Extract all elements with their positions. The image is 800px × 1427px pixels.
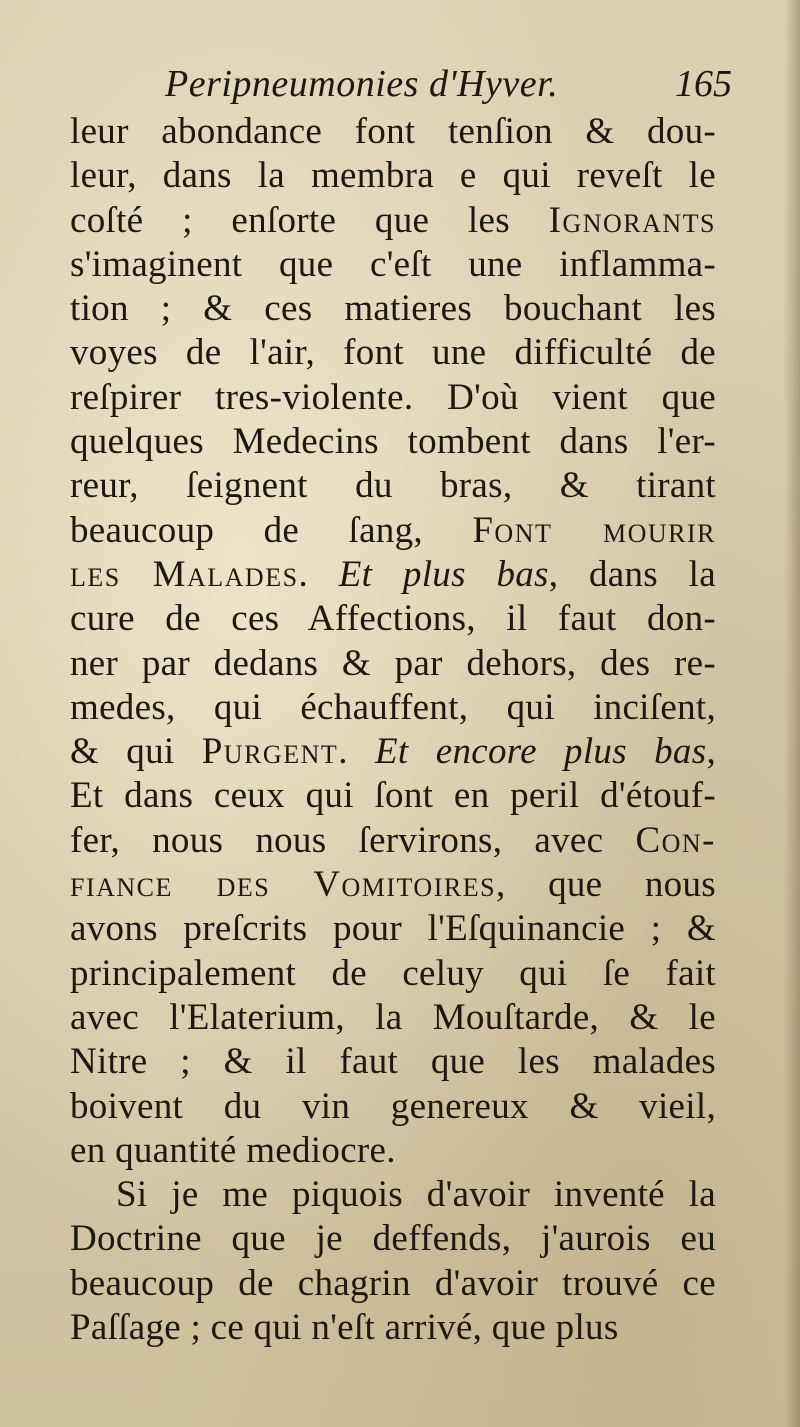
text-segment: . [298,553,339,595]
text-line [70,376,716,420]
text-line [70,952,716,996]
text-segment: avons preſcrits pour l'Eſquinancie ; & [70,908,716,950]
text-line [70,154,716,198]
text-line [70,730,716,774]
text-segment: ner par dedans & par dehors, des re- [70,642,716,684]
text-line [70,1085,716,1129]
text-line [70,287,716,331]
text-segment: Ignorants [548,199,716,241]
text-segment: les Malades [70,553,299,595]
text-segment: leur abondance font tenſion & dou- [70,111,716,152]
text-line [70,1217,716,1261]
text-segment: tion ; & ces matieres bouchant les [70,288,716,330]
text-line [70,686,716,730]
text-line [70,553,716,597]
page-edge-shadow [784,0,800,1427]
text-line [70,509,716,553]
text-line [70,907,716,951]
text-segment: , [706,731,716,773]
text-segment: Font mourir [472,509,716,551]
text-segment: voyes de l'air, font une difficulté de [70,332,716,374]
text-segment: fer, nous nous ſervirons, avec [70,819,636,861]
text-segment: boivent du vin genereux & vieil, [70,1085,716,1127]
text-segment: avec l'Elaterium, la Mouſtarde, & le [70,996,716,1038]
text-line [70,774,716,818]
text-segment: , que nous [496,864,716,906]
text-segment: beaucoup de chagrin d'avoir trouvé ce [70,1262,716,1304]
text-line [70,243,716,287]
text-segment: Et encore plus bas [375,731,707,773]
text-line [70,1040,716,1084]
text-segment: Paſſage ; ce qui n'eſt arrivé, que plus [70,1307,619,1349]
body-text [70,110,716,1350]
text-line [70,597,716,641]
text-segment: coſté ; enſorte que les [70,199,549,241]
text-segment: Et dans ceux qui ſont en peril d'étouf- [70,775,716,817]
text-segment: beaucoup de ſang, [70,509,473,551]
text-line [70,819,716,863]
text-segment: cure de ces Affections, il faut don- [70,598,716,640]
text-segment: quelques Medecins tombent dans l'er- [70,421,716,463]
text-line [70,331,716,375]
text-line [70,996,716,1040]
text-segment: & qui [70,731,202,773]
text-line [70,642,716,686]
text-segment: medes, qui échauffent, qui inciſent, [70,686,716,728]
text-line [70,1306,716,1350]
text-segment: Doctrine que je deffends, j'aurois eu [70,1218,716,1260]
text-line [70,199,716,243]
text-segment: fiance des Vomitoires [70,864,497,906]
text-segment: reur, ſeignent du bras, & tirant [70,465,716,507]
text-segment: en quantité mediocre. [70,1129,396,1171]
text-segment: Si je me piquois d'avoir inventé la [116,1174,716,1216]
text-segment: Nitre ; & il faut que les malades [70,1041,716,1083]
text-segment: Con- [635,819,716,861]
text-line [70,1173,716,1217]
text-segment: s'imaginent que c'eſt une inflamma- [70,243,716,285]
text-segment: . [338,731,376,773]
text-line [70,1129,716,1173]
text-segment: , dans la [548,553,716,595]
text-segment: leur, dans la membra e qui reveſt le [70,155,716,197]
text-line [70,110,716,154]
text-line [70,863,716,907]
text-line [70,420,716,464]
text-line [70,1262,716,1306]
page-number: 165 [675,63,732,105]
text-line [70,464,716,508]
text-segment: reſpirer tres-violente. D'où vient que [70,376,716,418]
text-segment: principalement de celuy qui ſe fait [70,952,716,994]
text-segment: Et plus bas [338,553,549,595]
running-title: Peripneumonies d'Hyver. [165,63,559,105]
text-segment: Purgent [201,731,339,773]
running-header [70,60,732,108]
